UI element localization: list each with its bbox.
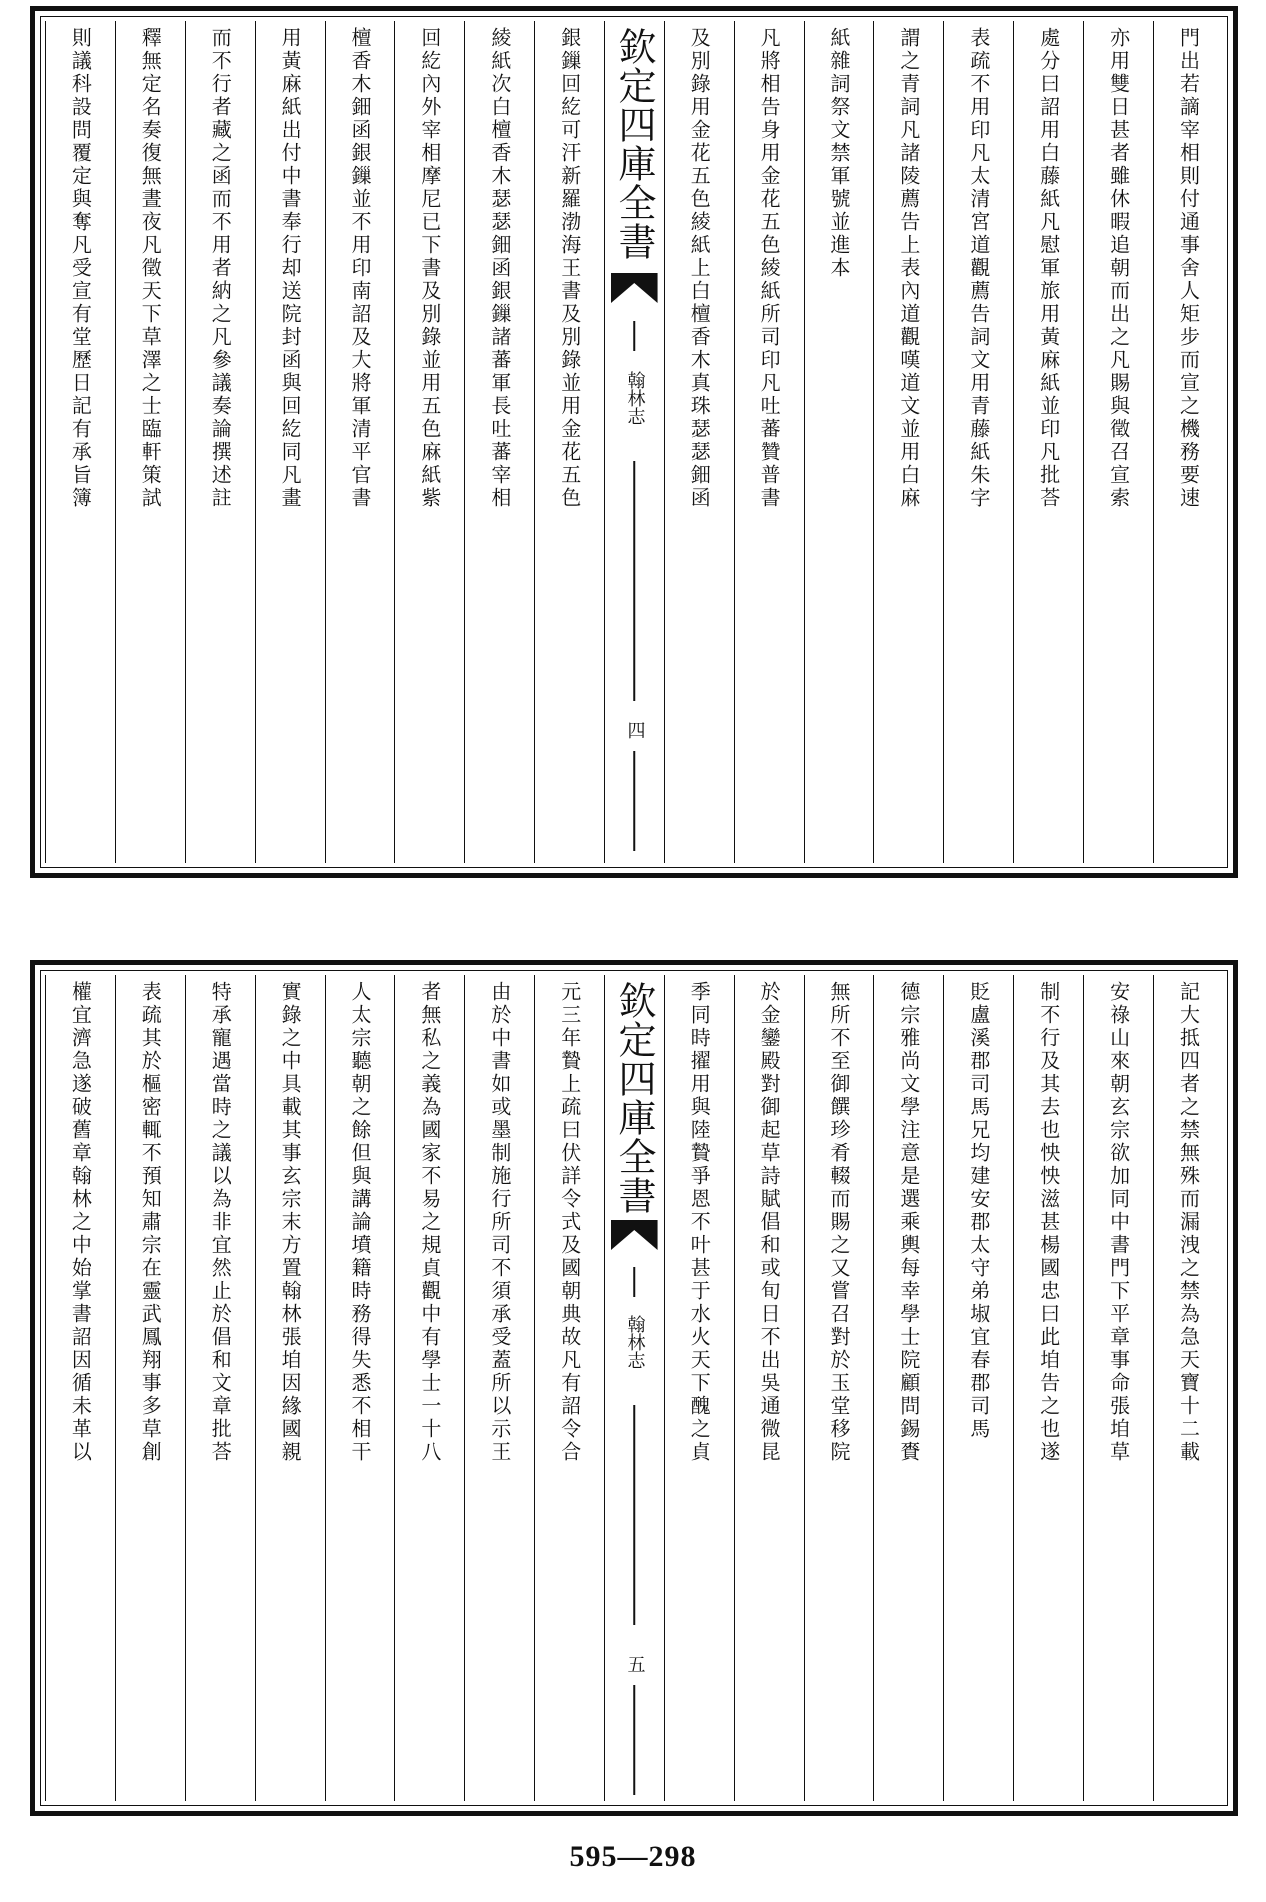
column-text: 人太宗聽朝之餘但與講論墳籍時務得失悉不相干 [348,981,373,1464]
column-text: 者無私之義為國家不易之規貞觀中有學士一十八 [417,981,442,1464]
text-column [734,975,804,1801]
column-text: 而不行者藏之函而不用者納之凡參議奏論撰述註 [208,27,233,510]
text-column [115,21,185,863]
bottom-page-columns [45,975,1223,1801]
bottom-page [30,960,1238,1816]
text-column [734,21,804,863]
fishtail-mark-icon [611,273,658,313]
text-column [1083,975,1153,1801]
text-column [873,975,943,1801]
column-text: 表疏不用印凡太清宮道觀薦告詞文用青藤紙朱字 [966,27,991,510]
column-text: 處分曰詔用白藤紙凡慰軍旅用黃麻紙並印凡批荅 [1036,27,1061,510]
column-text: 謂之青詞凡諸陵薦告上表內道觀嘆道文並用白麻 [896,27,921,510]
text-column [943,21,1013,863]
text-column [534,975,604,1801]
column-text: 及別錄用金花五色綾紙上白檀香木真珠瑟瑟鈿函 [687,27,712,510]
divider-line [634,321,636,351]
column-text: 檀香木鈿函銀鏁並不用印南詔及大將軍清平官書 [348,27,373,510]
fishtail-mark-icon [611,1220,658,1260]
top-page [30,6,1238,878]
book-subtitle: 翰林志 [624,1315,646,1369]
column-text: 於金鑾殿對御起草詩賦倡和或旬日不出吳通微昆 [757,981,782,1464]
column-text: 銀鏁回紇可汗新羅渤海王書及別錄並用金花五色 [557,27,582,510]
text-column [115,975,185,1801]
text-column [325,975,395,1801]
text-column [1153,21,1223,863]
text-column [1153,975,1223,1801]
column-text: 制不行及其去也怏怏滋甚楊國忠曰此垍告之也遂 [1036,981,1061,1464]
text-column [185,21,255,863]
book-subtitle: 翰林志 [624,371,646,425]
text-column [45,21,115,863]
column-text: 由於中書如或墨制施行所司不須承受蓋所以示王 [487,981,512,1464]
column-text: 季同時擢用與陸贄爭恩不叶甚于水火天下醜之貞 [687,981,712,1464]
text-column [804,21,874,863]
text-column [394,21,464,863]
text-column [464,975,534,1801]
column-text: 記大抵四者之禁無殊而漏洩之禁為急天寶十二載 [1176,981,1201,1464]
text-column [45,975,115,1801]
text-column [804,975,874,1801]
center-fold-column [604,21,664,863]
column-text: 則議科設問覆定與奪凡受宣有堂歷日記有承旨簿 [68,27,93,510]
column-text: 實錄之中具載其事玄宗末方置翰林張垍因緣國親 [278,981,303,1464]
text-column [664,975,734,1801]
divider-line [634,461,636,701]
column-text: 特承寵遇當時之議以為非宜然止於倡和文章批荅 [208,981,233,1464]
column-text: 德宗雅尚文學注意是選乘輿每幸學士院顧問錫賚 [896,981,921,1464]
page-number: 四 [624,721,646,739]
text-column [394,975,464,1801]
divider-line [634,1267,636,1297]
divider-line [634,1405,636,1625]
text-column [185,975,255,1801]
column-text: 無所不至御饌珍肴輟而賜之又嘗召對於玉堂移院 [827,981,852,1464]
column-text: 回紇內外宰相摩尼已下書及別錄並用五色麻紙紫 [417,27,442,510]
page-number: 五 [624,1655,646,1673]
text-column [464,21,534,863]
text-column [1013,21,1083,863]
divider-line [634,751,636,851]
text-column [255,21,325,863]
column-text: 權宜濟急遂破舊章翰林之中始掌書詔因循未革以 [68,981,93,1464]
column-text: 釋無定名奏復無晝夜凡徵天下草澤之士臨軒策試 [138,27,163,510]
center-fold-column [604,975,664,1801]
column-text: 安祿山來朝玄宗欲加同中書門下平章事命張垍草 [1106,981,1131,1464]
book-title: 欽定四庫全書 [611,27,656,261]
column-text: 紙雜詞祭文禁軍號並進本 [827,27,852,280]
column-text: 元三年贄上疏曰伏詳令式及國朝典故凡有詔令合 [557,981,582,1464]
text-column [1083,21,1153,863]
text-column [873,21,943,863]
column-text: 門出若謫宰相則付通事舍人矩步而宣之機務要速 [1176,27,1201,510]
text-column [325,21,395,863]
column-text: 用黃麻紙出付中書奉行却送院封函與回紇同凡畫 [278,27,303,510]
column-text: 綾紙次白檀香木瑟瑟鈿函銀鏁諸蕃軍長吐蕃宰相 [487,27,512,510]
text-column [943,975,1013,1801]
top-page-columns [45,21,1223,863]
text-column [534,21,604,863]
column-text: 凡將相告身用金花五色綾紙所司印凡吐蕃贊普書 [757,27,782,510]
volume-page-number: 595—298 [569,1840,697,1873]
book-title: 欽定四庫全書 [611,981,656,1215]
text-column [664,21,734,863]
column-text: 貶盧溪郡司馬兄均建安郡太守弟埱宜春郡司馬 [966,981,991,1441]
column-text: 表疏其於樞密輒不預知肅宗在靈武鳳翔事多草創 [138,981,163,1464]
text-column [1013,975,1083,1801]
text-column [255,975,325,1801]
divider-line [634,1685,636,1795]
column-text: 亦用雙日甚者雖休暇追朝而出之凡賜與徵召宣索 [1106,27,1131,510]
